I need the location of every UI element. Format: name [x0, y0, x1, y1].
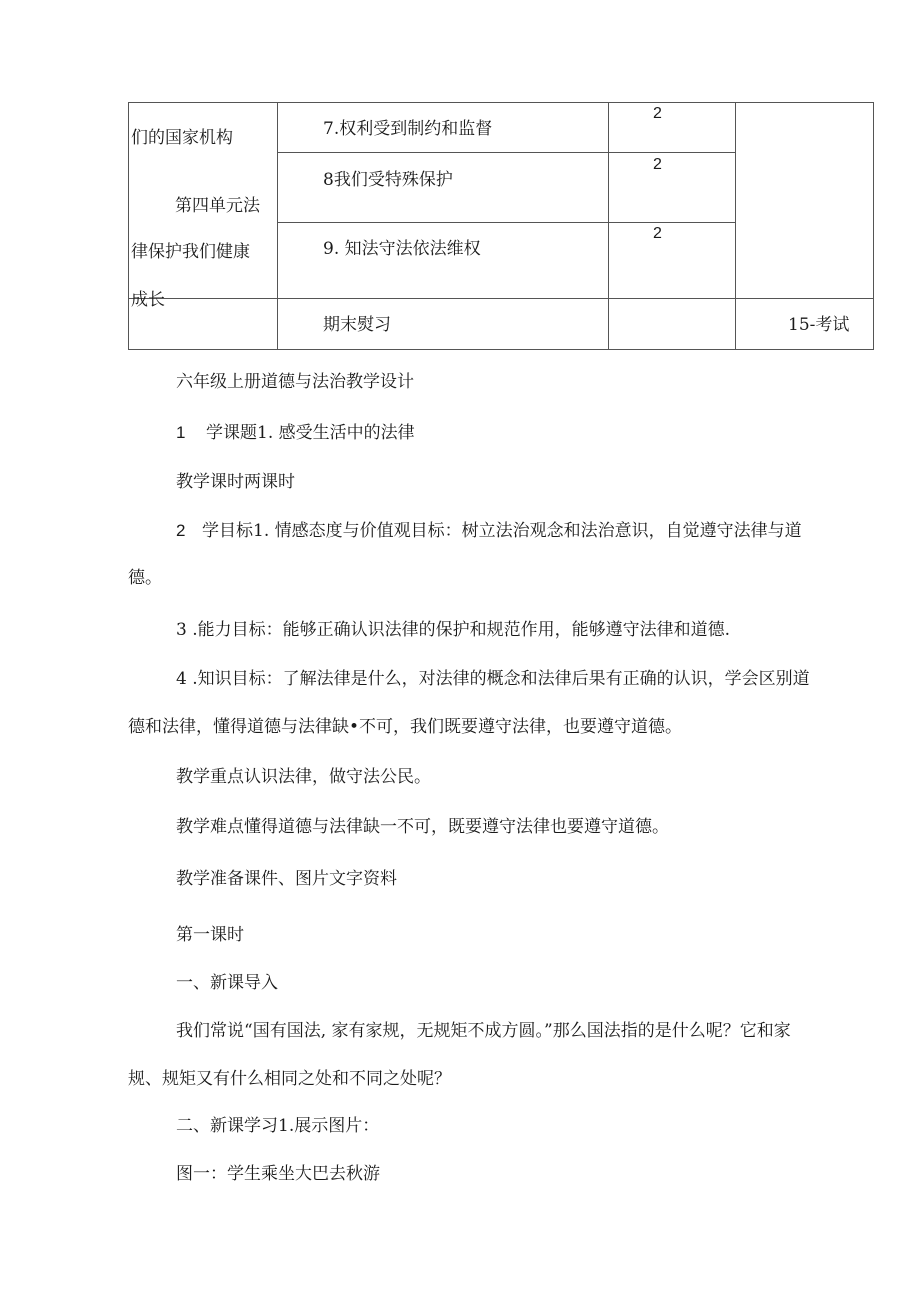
unit-line-4: 成长	[131, 290, 165, 310]
para-13: 图一：学生乘坐大巴去秋游	[176, 1164, 380, 1184]
hours-7: 2	[653, 105, 662, 122]
final-review-label: 期末熨习	[323, 315, 391, 335]
lesson-9: 9. 知法守法依法维权	[323, 239, 481, 259]
para-1-number: 1	[176, 423, 186, 442]
unit-line-2: 第四单元法	[175, 196, 260, 216]
lesson-7: 7.权利受到制约和监督	[323, 119, 493, 139]
para-1-text: 学课题1. 感受生活中的法律	[206, 423, 415, 443]
final-week-label: 15-考试	[788, 315, 850, 335]
curriculum-table	[128, 102, 874, 350]
unit-cell	[129, 103, 277, 310]
para-4: 3 .能力目标：能够正确认识法律的保护和规范作用，能够遵守法律和道德.	[176, 620, 731, 640]
doc-title: 六年级上册道德与法治教学设计	[176, 372, 414, 392]
para-8: 教学准备课件、图片文字资料	[176, 869, 397, 889]
para-11-line-2: 规、规矩又有什么相同之处和不同之处呢？	[128, 1069, 451, 1089]
hours-9: 2	[653, 225, 662, 242]
para-2: 教学课时两课时	[176, 472, 295, 492]
para-5-line-2: 德和法律，懂得道德与法律缺•不可，我们既要遵守法律，也要遵守道德。	[128, 717, 683, 737]
para-5-line-1: 4 .知识目标：了解法律是什么，对法律的概念和法律后果有正确的认识，学会区别道	[176, 669, 810, 689]
para-6: 教学重点认识法律，做守法公民。	[176, 767, 431, 787]
para-12: 二、新课学习1.展示图片：	[176, 1116, 380, 1136]
para-11-line-1: 我们常说“国有国法, 家有家规，无规矩不成方圆。”那么国法指的是什么呢？它和家	[176, 1021, 791, 1041]
para-10: 一、新课导入	[176, 973, 278, 993]
hours-8: 2	[653, 156, 662, 173]
para-9: 第一课时	[176, 925, 244, 945]
unit-line-3: 律保护我们健康	[131, 242, 250, 262]
unit-line-1: 们的国家机构	[131, 128, 233, 148]
lesson-8: 8我们受特殊保护	[323, 170, 453, 190]
para-3-line-1: 学目标1. 情感态度与价值观目标：树立法治观念和法治意识，自觉遵守法律与道	[202, 521, 802, 541]
para-3-number: 2	[176, 521, 186, 540]
para-3-line-2: 德。	[128, 568, 162, 588]
para-7: 教学难点懂得道德与法律缺一不可，既要遵守法律也要遵守道德。	[176, 817, 669, 837]
